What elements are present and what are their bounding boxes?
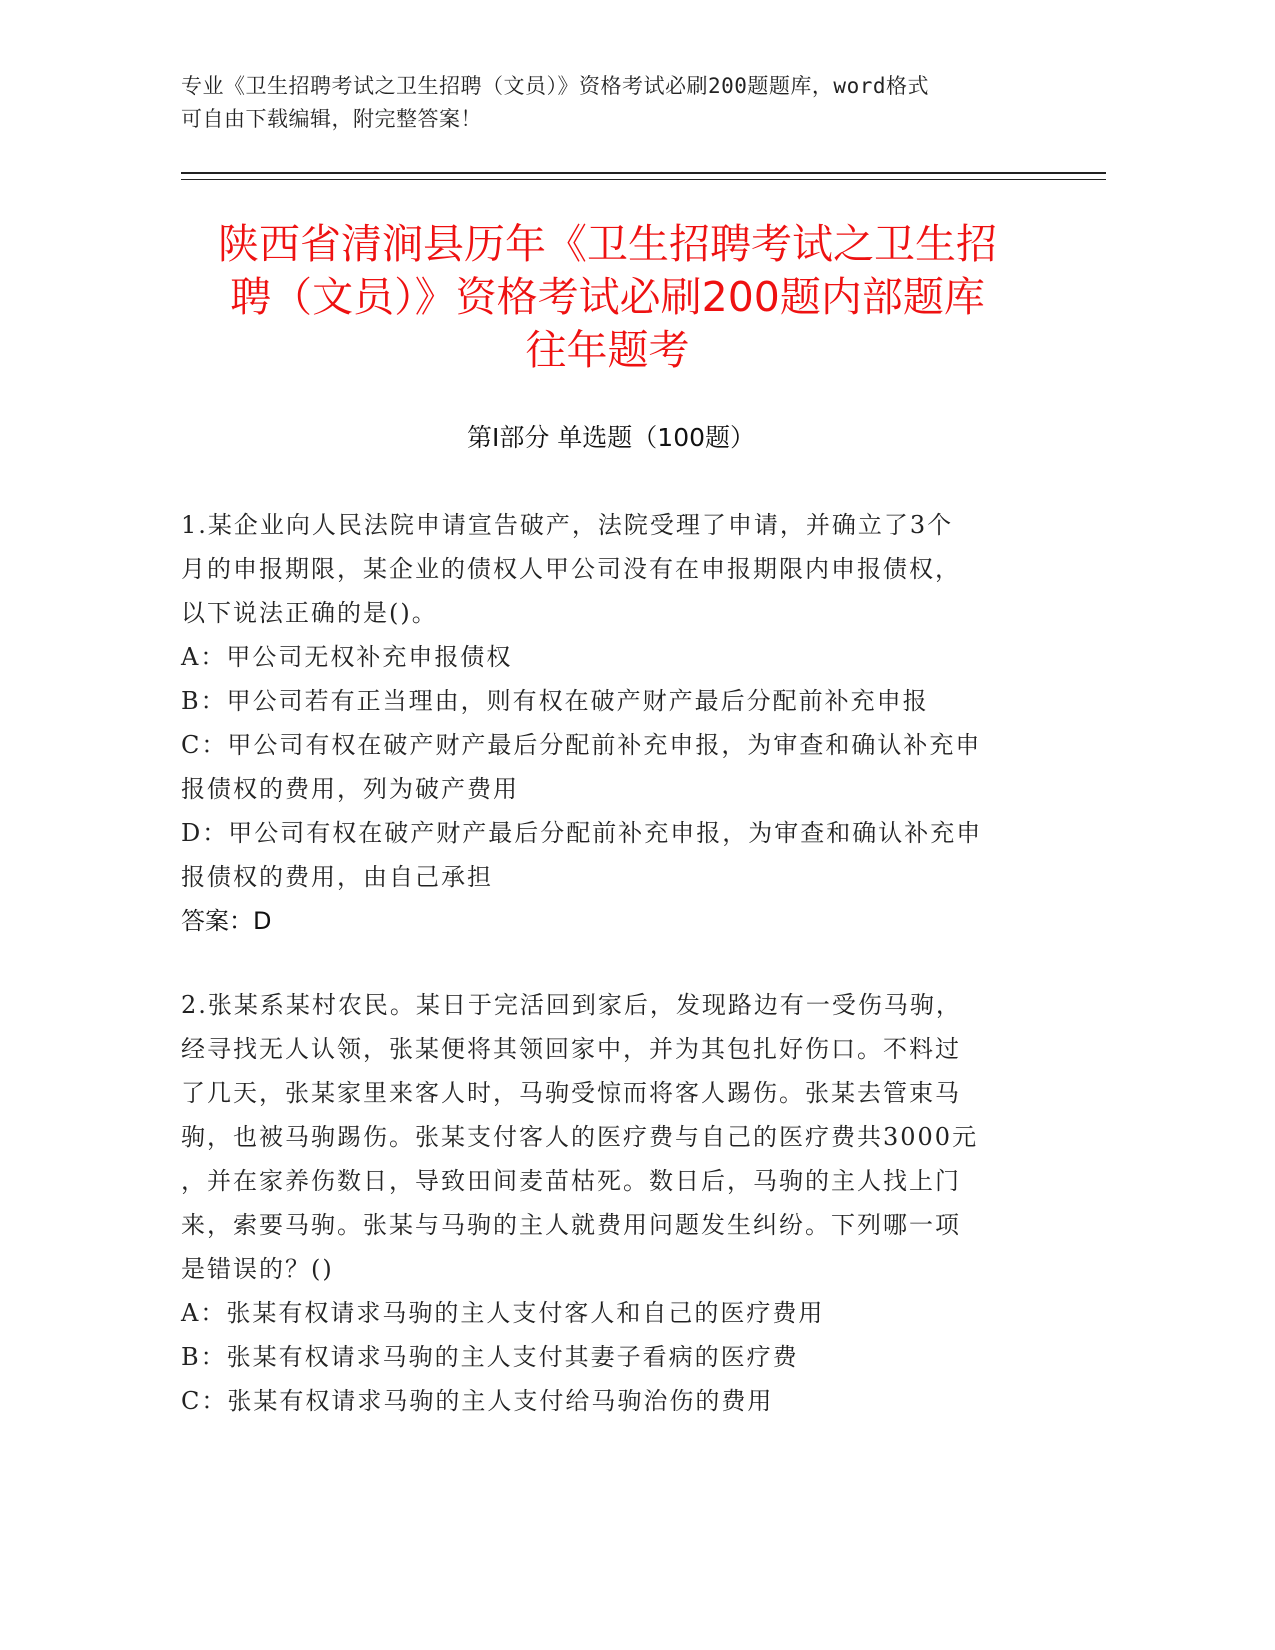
question-stem-line: 以下说法正确的是()。 — [181, 599, 438, 627]
question-item — [181, 983, 1041, 1423]
question-stem-line: 月的申报期限，某企业的债权人甲公司没有在申报期限内申报债权， — [181, 555, 961, 583]
header-note-line: 可自由下载编辑，附完整答案！ — [181, 107, 482, 131]
answer-option: 报债权的费用，列为破产费用 — [181, 775, 519, 803]
answer-option: C：张某有权请求马驹的主人支付给马驹治伤的费用 — [181, 1387, 774, 1415]
header-note-line: 专业《卫生招聘考试之卫生招聘（文员）》资格考试必刷200题题库，word格式 — [181, 74, 929, 98]
question-stem-line: 2.张某系某村农民。某日于完活回到家后，发现路边有一受伤马驹， — [181, 991, 962, 1019]
question-item — [181, 503, 1041, 943]
header-divider-thick — [181, 172, 1106, 174]
question-stem-line: ，并在家养伤数日，导致田间麦苗枯死。数日后，马驹的主人找上门 — [181, 1167, 961, 1195]
header-divider-thin — [181, 179, 1106, 180]
answer-key: 答案：D — [181, 907, 272, 935]
question-list — [181, 503, 1041, 1463]
title-line: 聘（文员）》资格考试必刷200题内部题库 — [230, 273, 985, 321]
question-stem-line: 了几天，张某家里来客人时，马驹受惊而将客人踢伤。张某去管束马 — [181, 1079, 961, 1107]
question-stem-line: 驹，也被马驹踢伤。张某支付客人的医疗费与自己的医疗费共3000元 — [181, 1123, 979, 1151]
answer-option: B：甲公司若有正当理由，则有权在破产财产最后分配前补充申报 — [181, 687, 929, 715]
question-stem-line: 1.某企业向人民法院申请宣告破产，法院受理了申请，并确立了3个 — [181, 511, 954, 539]
question-stem-line: 经寻找无人认领，张某便将其领回家中，并为其包扎好伤口。不料过 — [181, 1035, 961, 1063]
answer-option: D：甲公司有权在破产财产最后分配前补充申报，为审查和确认补充申 — [181, 819, 983, 847]
title-line: 陕西省清涧县历年《卫生招聘考试之卫生招 — [218, 220, 997, 268]
section-heading: 第Ⅰ部分 单选题（100题） — [466, 423, 756, 452]
document-title — [170, 218, 1045, 377]
answer-option: B：张某有权请求马驹的主人支付其妻子看病的医疗费 — [181, 1343, 799, 1371]
answer-option: A：张某有权请求马驹的主人支付客人和自己的医疗费用 — [181, 1299, 825, 1327]
answer-option: C：甲公司有权在破产财产最后分配前补充申报，为审查和确认补充申 — [181, 731, 982, 759]
answer-option: 报债权的费用，由自己承担 — [181, 863, 493, 891]
question-stem-line: 是错误的？() — [181, 1255, 334, 1283]
title-line: 往年题考 — [525, 326, 690, 374]
header-note — [181, 70, 1041, 136]
answer-option: A：甲公司无权补充申报债权 — [181, 643, 513, 671]
question-stem-line: 来，索要马驹。张某与马驹的主人就费用问题发生纠纷。下列哪一项 — [181, 1211, 961, 1239]
